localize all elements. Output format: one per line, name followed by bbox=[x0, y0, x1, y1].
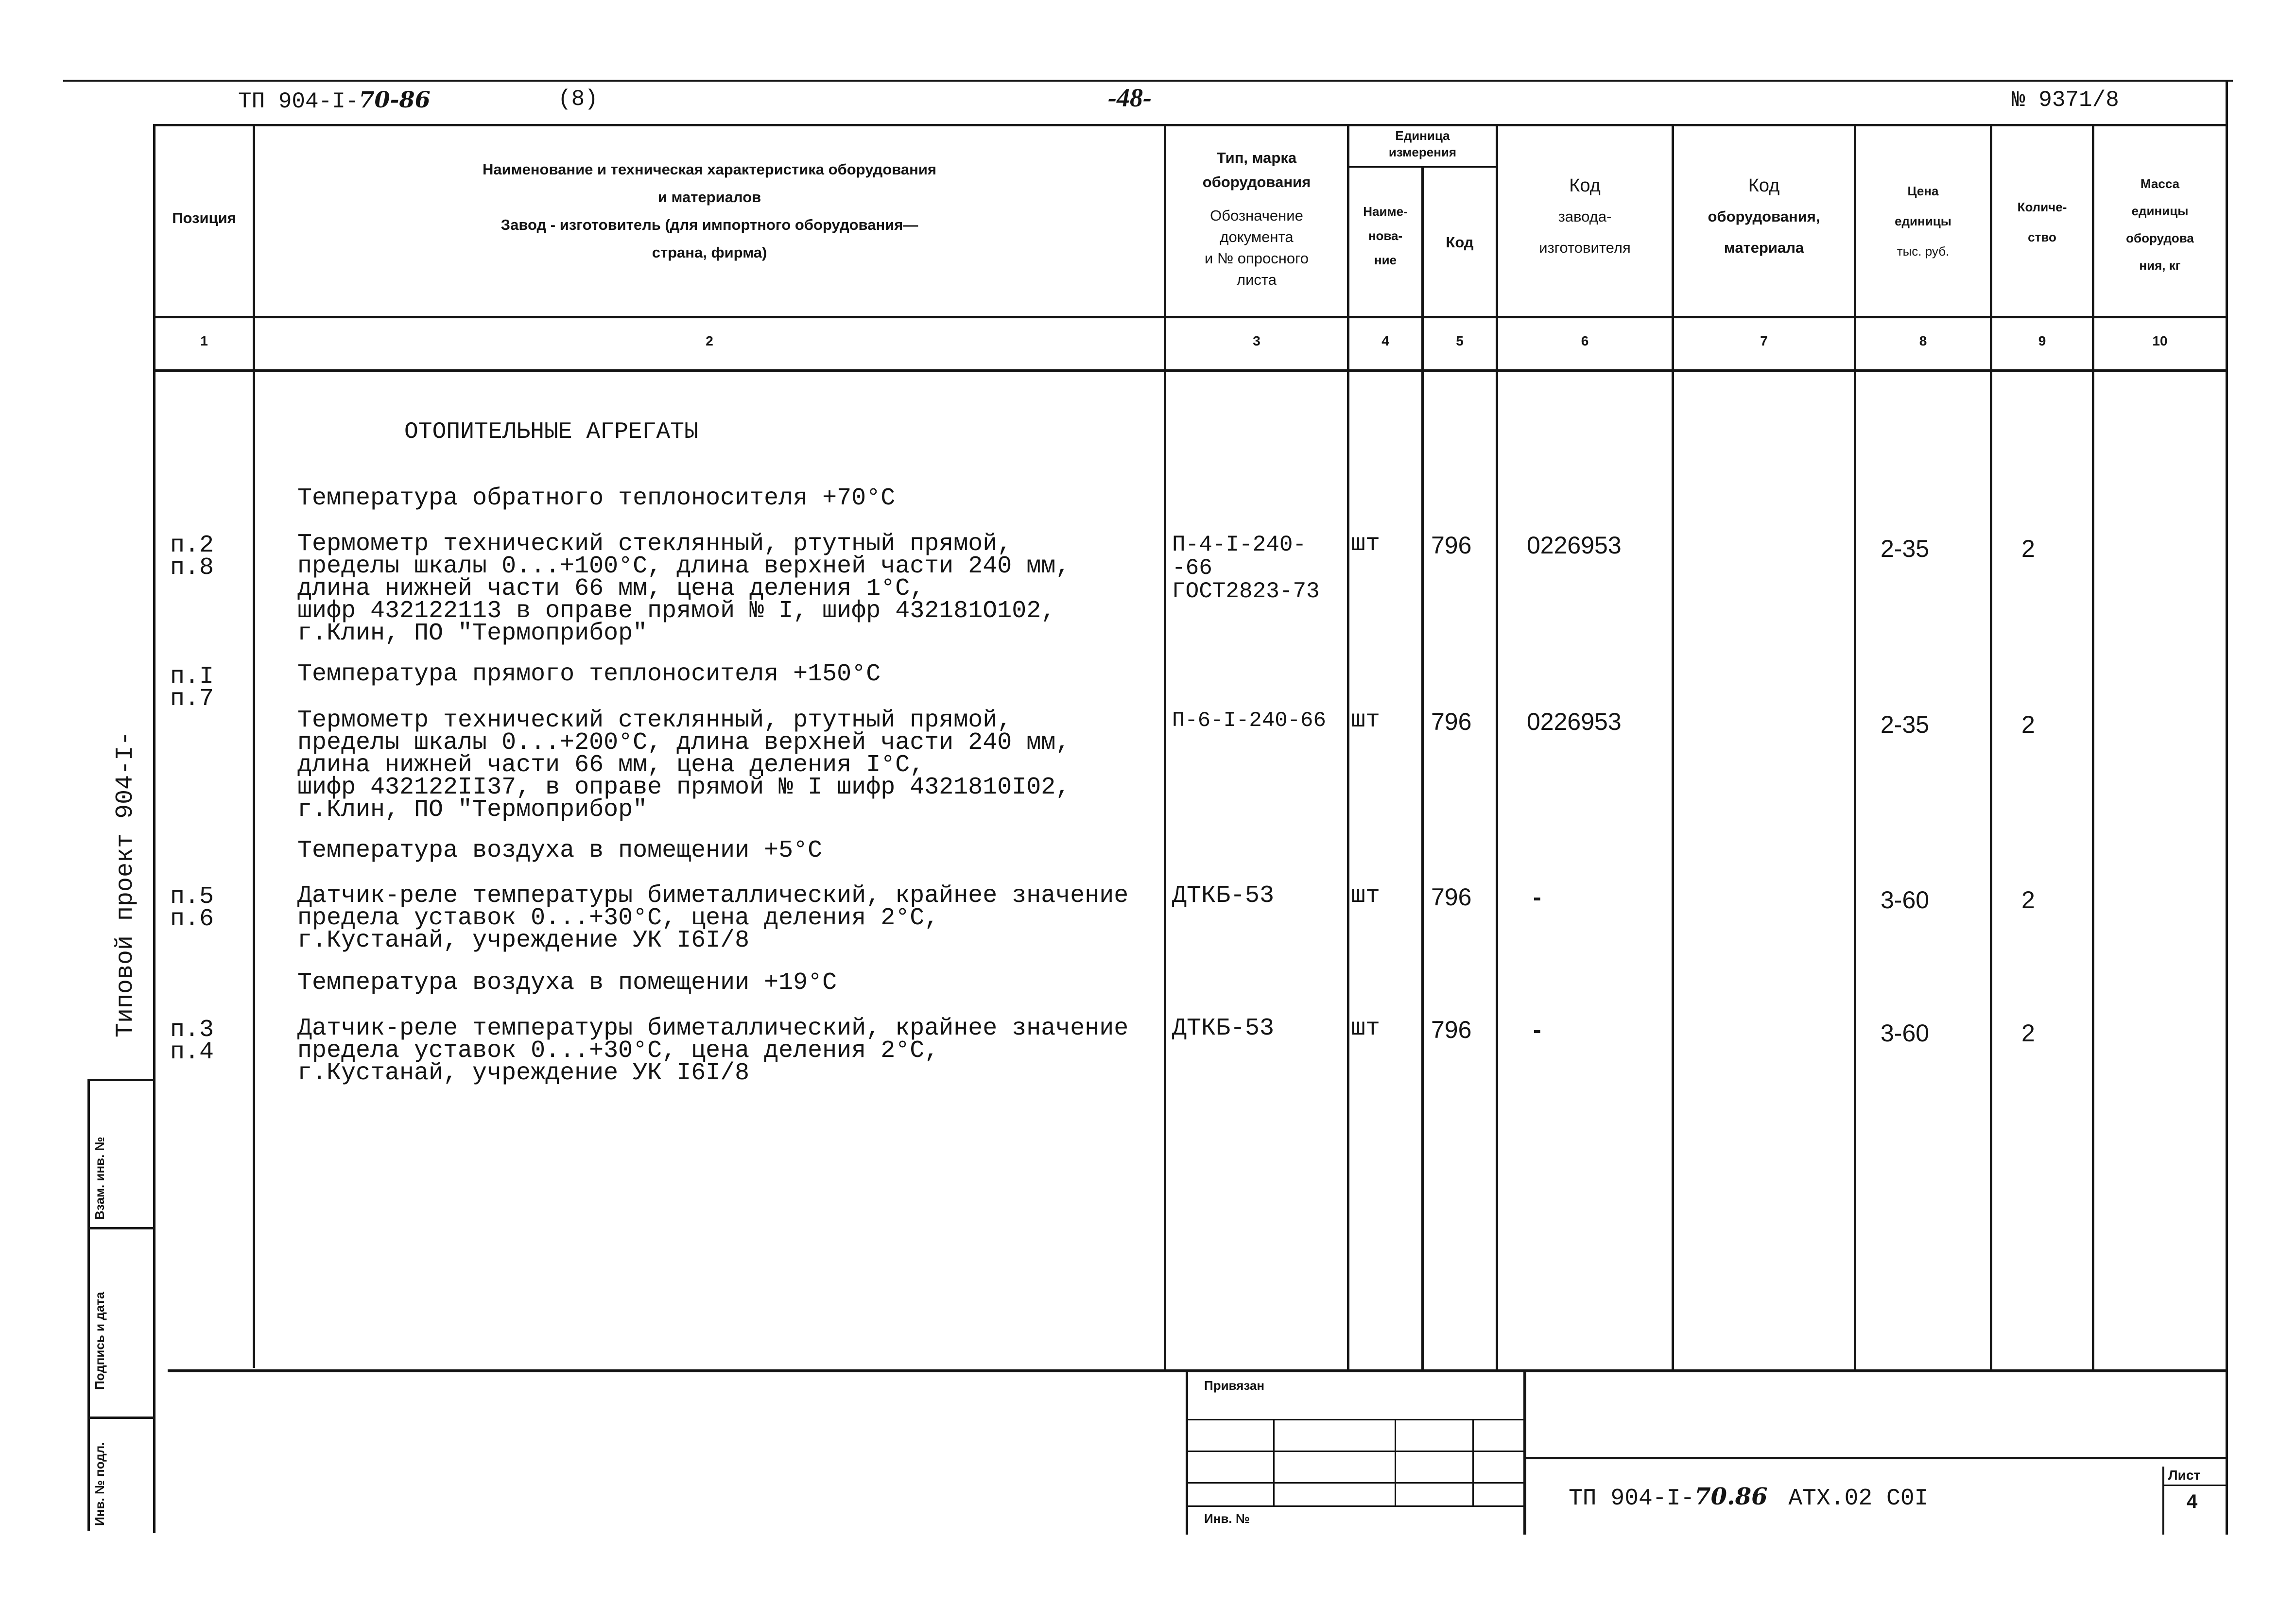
column-number: 7 bbox=[1760, 333, 1768, 348]
stamp-sheet-label: Лист bbox=[2168, 1468, 2201, 1483]
group-heading: Температура воздуха в помещении +5°С bbox=[297, 837, 823, 864]
item-plant-code: - bbox=[1533, 1016, 1541, 1043]
header-plant-code bbox=[1498, 170, 1672, 263]
item-unit-code: 796 bbox=[1431, 1016, 1472, 1043]
column-number: 8 bbox=[1919, 333, 1927, 348]
item-positions: п.2 п.8 bbox=[170, 532, 214, 582]
sheet-variant: (8) bbox=[558, 86, 598, 112]
side-project-label: Типовой проект 904-I- bbox=[112, 731, 139, 1037]
header-type-line: Обозначение bbox=[1210, 207, 1303, 224]
item-quantity: 2 bbox=[2021, 886, 2035, 914]
item-price: 3-60 bbox=[1881, 886, 1930, 914]
project-code-handwritten: 70-86 bbox=[359, 86, 431, 113]
item-quantity: 2 bbox=[2021, 711, 2035, 738]
document-number: № 9371/8 bbox=[2012, 87, 2119, 113]
header-name-line: страна, фирма) bbox=[652, 244, 767, 261]
column-number: 5 bbox=[1456, 333, 1464, 348]
header-name-line: Наименование и техническая характеристика оборудования bbox=[482, 161, 937, 178]
header-quantity-line: ство bbox=[2028, 230, 2056, 244]
item-plant-code: 0226953 bbox=[1527, 708, 1622, 735]
header-name-line: Завод - изготовитель (для импортного оборудования— bbox=[501, 216, 918, 233]
group-heading: Температура обратного теплоносителя +70°С bbox=[297, 484, 896, 512]
header-price-line: Цена bbox=[1907, 184, 1939, 198]
item-unit: шт bbox=[1351, 707, 1381, 734]
header-equipment-code bbox=[1674, 170, 1854, 263]
item-quantity: 2 bbox=[2021, 1019, 2035, 1047]
header-plant-code-line: Код bbox=[1569, 175, 1601, 196]
header-unit-group-line: измерения bbox=[1388, 145, 1457, 159]
header-type-line: листа bbox=[1237, 271, 1277, 288]
item-type: ДТКБ-53 bbox=[1172, 882, 1275, 910]
header-plant-code-line: изготовителя bbox=[1539, 239, 1631, 256]
header-quantity-line: Количе- bbox=[2017, 200, 2067, 214]
item-unit-code: 796 bbox=[1431, 708, 1472, 735]
column-number: 3 bbox=[1253, 333, 1260, 348]
item-price: 3-60 bbox=[1881, 1019, 1930, 1047]
column-number: 4 bbox=[1381, 333, 1389, 348]
page-marker: -48- bbox=[1108, 83, 1152, 112]
item-plant-code: 0226953 bbox=[1527, 532, 1622, 559]
item-quantity: 2 bbox=[2021, 535, 2035, 562]
header-unit-group-line: Единица bbox=[1395, 128, 1450, 143]
header-mass-line: оборудова bbox=[2126, 231, 2194, 245]
stamp-privyazan: Привязан bbox=[1204, 1378, 1265, 1393]
header-name-line: и материалов bbox=[657, 189, 761, 206]
project-code-prefix: ТП 904-I- bbox=[238, 89, 359, 114]
item-unit: шт bbox=[1351, 1015, 1381, 1042]
side-sign-date: Подпись и дата bbox=[92, 1292, 107, 1390]
item-description: Термометр технический стеклянный, ртутный прямой, пределы шкалы 0...+200°С, длина верхней части 240 мм, длина нижней части 66 мм, цена деления I°С, шифр 432122II37, в оправе прямой № I шифр 4321810I02, г.Клин, ПО "Термоприбор" bbox=[297, 707, 1070, 824]
item-description: Термометр технический стеклянный, ртутный прямой, пределы шкалы 0...+100°С, длина верхней части 240 мм, длина нижней части 66 мм, цена деления 1°С, шифр 432122113 в оправе прямой № I, шифр 432181О102, г.Клин, ПО "Термоприбор" bbox=[297, 530, 1070, 647]
header-price-line: единицы bbox=[1895, 214, 1951, 228]
header-equipment-code-line: материала bbox=[1724, 239, 1804, 256]
column-number: 6 bbox=[1581, 333, 1589, 348]
header-position: Позиция bbox=[172, 209, 236, 226]
header-unit-name-line: Наиме- bbox=[1363, 204, 1408, 219]
stamp-document-code bbox=[1569, 1483, 1928, 1512]
column-number: 10 bbox=[2152, 333, 2168, 348]
header-type-line: оборудования bbox=[1202, 173, 1311, 190]
header-price-line: тыс. руб. bbox=[1897, 244, 1950, 259]
header-unit-name-line: нова- bbox=[1368, 228, 1403, 243]
group-heading: Температура прямого теплоносителя +150°С bbox=[297, 660, 881, 688]
header-equipment-code-line: оборудования, bbox=[1708, 208, 1820, 225]
header-mass bbox=[2094, 170, 2226, 279]
header-price bbox=[1856, 176, 1990, 266]
header-mass-line: единицы bbox=[2131, 204, 2189, 218]
item-description: Датчик-реле температуры биметаллический, крайнее значение предела уставок 0...+30°С, цена деления 2°С, г.Кустанай, учреждение УК I6I/8 bbox=[297, 882, 1129, 954]
item-unit-code: 796 bbox=[1431, 532, 1472, 559]
header-plant-code-line: завода- bbox=[1558, 208, 1612, 225]
group-heading: Температура воздуха в помещении +19°С bbox=[297, 969, 837, 997]
section-title: ОТОПИТЕЛЬНЫЕ АГРЕГАТЫ bbox=[404, 419, 698, 445]
item-type: П-6-I-240-66 bbox=[1172, 708, 1326, 733]
stamp-inv-no: Инв. № bbox=[1204, 1511, 1250, 1526]
item-positions: п.5 п.6 bbox=[170, 883, 214, 933]
item-price: 2-35 bbox=[1881, 535, 1930, 562]
header-type bbox=[1166, 146, 1347, 291]
header-mass-line: Масса bbox=[2140, 176, 2180, 191]
item-unit-code: 796 bbox=[1431, 883, 1472, 911]
stamp-code-suffix: АТХ.02 С0I bbox=[1788, 1486, 1929, 1512]
header-mass-line: ния, кг bbox=[2139, 258, 2181, 273]
header-unit-name bbox=[1349, 199, 1421, 272]
header-name bbox=[255, 156, 1164, 266]
header-unit-group bbox=[1349, 127, 1496, 160]
item-type: ДТКБ-53 bbox=[1172, 1015, 1275, 1042]
item-positions: п.3 п.4 bbox=[170, 1016, 214, 1066]
header-unit-name-line: ние bbox=[1374, 253, 1397, 267]
column-number: 1 bbox=[200, 333, 208, 348]
header-equipment-code-line: Код bbox=[1748, 175, 1780, 196]
item-plant-code: - bbox=[1533, 883, 1541, 911]
stamp-code-prefix: ТП 904-I- bbox=[1569, 1486, 1695, 1512]
item-positions: п.I п.7 bbox=[170, 663, 214, 713]
header-unit-code: Код bbox=[1446, 234, 1474, 251]
item-unit: шт bbox=[1351, 882, 1381, 910]
item-unit: шт bbox=[1351, 530, 1381, 558]
header-type-line: Тип, марка bbox=[1216, 149, 1297, 166]
project-code bbox=[238, 86, 431, 114]
item-price: 2-35 bbox=[1881, 711, 1930, 738]
item-description: Датчик-реле температуры биметаллический, крайнее значение предела уставок 0...+30°С, цена деления 2°С, г.Кустанай, учреждение УК I6I/8 bbox=[297, 1015, 1129, 1087]
stamp-code-handwritten: 70.86 bbox=[1694, 1483, 1768, 1510]
column-number: 2 bbox=[706, 333, 713, 348]
header-type-line: документа bbox=[1220, 228, 1294, 245]
stamp-sheet-number: 4 bbox=[2187, 1491, 2198, 1512]
column-number: 9 bbox=[2038, 333, 2046, 348]
side-vzam-inv: Взам. инв. № bbox=[92, 1137, 107, 1220]
side-inv-podl: Инв. № подл. bbox=[92, 1442, 107, 1526]
header-type-line: и № опросного bbox=[1204, 250, 1309, 267]
item-type: П-4-I-240- -66 ГОСТ2823-73 bbox=[1172, 532, 1320, 604]
header-quantity bbox=[1992, 192, 2092, 252]
